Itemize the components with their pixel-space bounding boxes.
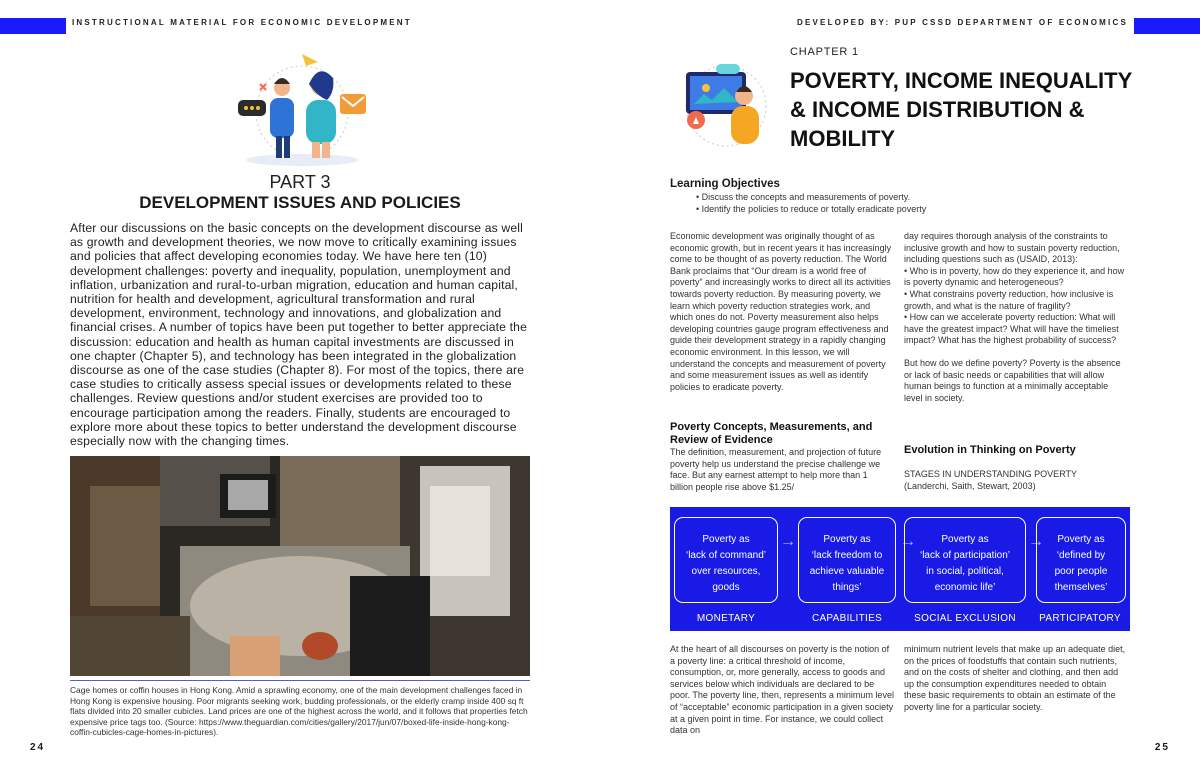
page-number-right: 25 [1154, 742, 1170, 753]
part-title: DEVELOPMENT ISSUES AND POLICIES [139, 193, 461, 212]
arrow-icon: → [1028, 533, 1044, 550]
header-accent-bar-right [1134, 18, 1200, 34]
stages-heading-block [904, 469, 1128, 492]
section-paragraph: The definition, measurement, and projection of future poverty help us understand the precise challenge we face. But any earnest attempt to help more than 1 billion people rise above $1.25/ [670, 447, 882, 492]
stage-box-line: poor people [1054, 566, 1108, 577]
stages-subheading: STAGES IN UNDERSTANDING POVERTY [904, 469, 1078, 479]
body-paragraph-bottom-left: At the heart of all discourses on poverty is the notion of a poverty line: a critical threshold of income, consumption, or, more generally, access to goods and services below which individuals are declared to be poor. The poverty line, then, represents a minimum level of “acceptable” economic participation in a given society at a given point in time. For instance, we could collect data on [670, 644, 894, 736]
stage-box-line: Poverty as [823, 534, 871, 545]
learning-objectives-list [696, 192, 926, 215]
stage-box-capabilities [798, 517, 896, 603]
part-intro-paragraph: After our discussions on the basic concepts on the development discourse as well as growth and development theories, we now move to critically examining issues and policies that affect developing economies today. We have here ten (10) development challenges: poverty and inequality, population, unemployment and inflation, urbanization and rural-to-urban migration, education and human capital, nutrition for health and development, agricultural transformation and rural development, environment, technology and innovations, and globalization and financial crises. A number of topics have been put together to better appreciate the discussion: education and health as human capital investments are discussed in one chapter (Chapter 5), and technology has been integrated in the globalization discourse as one of the case studies (Chapter 8). For most of the topics, there are case studies to critically assess special issues or developments related to these challenges. Review questions and/or student exercises are provided too to encourage participation among the readers. Finally, students are encouraged to explore more about these topics to better understand the development discourse especially now with the changing times. [70, 221, 528, 449]
header-accent-bar-left [0, 18, 66, 34]
stage-box-line: achieve valuable [809, 566, 885, 577]
team-communication-illustration [232, 50, 372, 168]
body-paragraph: day requires thorough analysis of the constraints to inclusive growth and how to sustain poverty reduction, including questions such as (USAID, 2013): [904, 231, 1120, 265]
stage-box-monetary [674, 517, 778, 603]
poverty-stages-diagram [670, 507, 1130, 631]
section-heading-poverty-concepts: Poverty Concepts, Measurements, and Review of Evidence [670, 421, 873, 446]
intro-column-left [670, 231, 892, 393]
body-paragraph: Economic development was originally thought of as economic growth, but in recent years it has increasingly come to be thought of as poverty reduction. The World Bank proclaims that “Our dream is a world free of poverty” and increasingly works to direct all its activities towards poverty reduction. By measuring poverty, we learn which poverty reduction strategies work, and which ones do not. Poverty measurement also helps developing countries gauge program effectiveness and guide their development strategy in a rapidly changing economic environment. In this lesson, we will understand the concepts and measurement of poverty and some measurement issues as well as identify policies to eradicate poverty. [670, 231, 892, 392]
arrow-icon: → [780, 533, 796, 550]
intro-column-right [904, 231, 1128, 404]
chapter-label: CHAPTER 1 [790, 46, 859, 58]
stage-box-line: themselves’ [1054, 582, 1108, 593]
stage-box-line: goods [712, 582, 740, 593]
stage-box-line: Poverty as [1057, 534, 1105, 545]
stage-box-social-exclusion [904, 517, 1026, 603]
page-number-left: 24 [30, 742, 46, 753]
stage-box-line: ‘lack freedom to [811, 550, 883, 561]
stage-box-line: over resources, [691, 566, 761, 577]
stage-box-line: economic life’ [934, 582, 996, 593]
stage-label-social-exclusion: SOCIAL EXCLUSION [914, 613, 1016, 624]
body-paragraph: But how do we define poverty? Poverty is the absence or lack of basic needs or capabilities that will allow human beings to function at a minimally acceptable level in society. [904, 357, 1121, 403]
question-item: • What constrains poverty reduction, how inclusive is growth, and what is the nature of fragility? [904, 288, 1114, 311]
header-left-text: INSTRUCTIONAL MATERIAL FOR ECONOMIC DEVELOPMENT [72, 18, 412, 27]
stage-label-participatory: PARTICIPATORY [1039, 613, 1121, 624]
part-label: PART 3 [269, 172, 331, 192]
arrow-icon: → [900, 533, 916, 550]
chapter-title: POVERTY, INCOME INEQUALITY & INCOME DISTRIBUTION & MOBILITY [790, 68, 1132, 151]
stage-box-line: in social, political, [926, 566, 1004, 577]
caption-divider [70, 680, 530, 681]
stage-box-line: ‘lack of participation’ [919, 550, 1011, 561]
cage-home-photo [70, 456, 530, 676]
stage-box-line: things’ [832, 582, 862, 593]
stage-box-line: ‘lack of command’ [685, 550, 767, 561]
learning-objective-item: • Discuss the concepts and measurements of poverty. [696, 192, 926, 204]
stage-box-line: ‘defined by [1056, 550, 1106, 561]
section-heading-evolution: Evolution in Thinking on Poverty [904, 444, 1076, 456]
question-item: • How can we accelerate poverty reduction: What will have the greatest impact? What will have the timeliest impact? What has the highest probability of success? [904, 312, 1119, 346]
stage-box-line: Poverty as [941, 534, 989, 545]
video-presentation-illustration [676, 60, 776, 152]
photo-caption: Cage homes or coffin houses in Hong Kong. Amid a sprawling economy, one of the main development challenges faced in Hong Kong is expensive housing. Poor migrants seeking work, budding professionals, or the elderly cramp inside 400 sq ft flats divided into 20 smaller cubicles. Land prices are one of the highest across the world, and it follows that properties fetch expensive price tags too. (Source: https://www.theguardian.com/cities/gallery/2017/jun/07/boxed-life-inside-hong-kong-coffin-cubicles-cage-homes-in-pictures). [70, 685, 528, 738]
learning-objective-item: • Identify the policies to reduce or totally eradicate poverty [696, 204, 926, 216]
stage-box-line: Poverty as [702, 534, 750, 545]
stage-label-monetary: MONETARY [696, 613, 756, 624]
header-right-text: DEVELOPED BY: PUP CSSD DEPARTMENT OF ECONOMICS [796, 18, 1128, 27]
question-item: • Who is in poverty, how do they experience it, and how is poverty dynamic and heterogeneous? [904, 265, 1125, 288]
stages-citation: (Landerchi, Saith, Stewart, 2003) [904, 480, 1036, 491]
learning-objectives-title: Learning Objectives [670, 178, 780, 190]
body-paragraph-bottom-right: minimum nutrient levels that make up an adequate diet, on the prices of foodstuffs that contain such nutrients, and on the costs of shelter and clothing, and then add up the consumption expenditures needed to obtain these basic requirements to obtain an estimate of the poverty line for a particular society. [904, 644, 1126, 712]
stage-box-participatory [1036, 517, 1126, 603]
stage-label-capabilities: CAPABILITIES [811, 613, 883, 624]
